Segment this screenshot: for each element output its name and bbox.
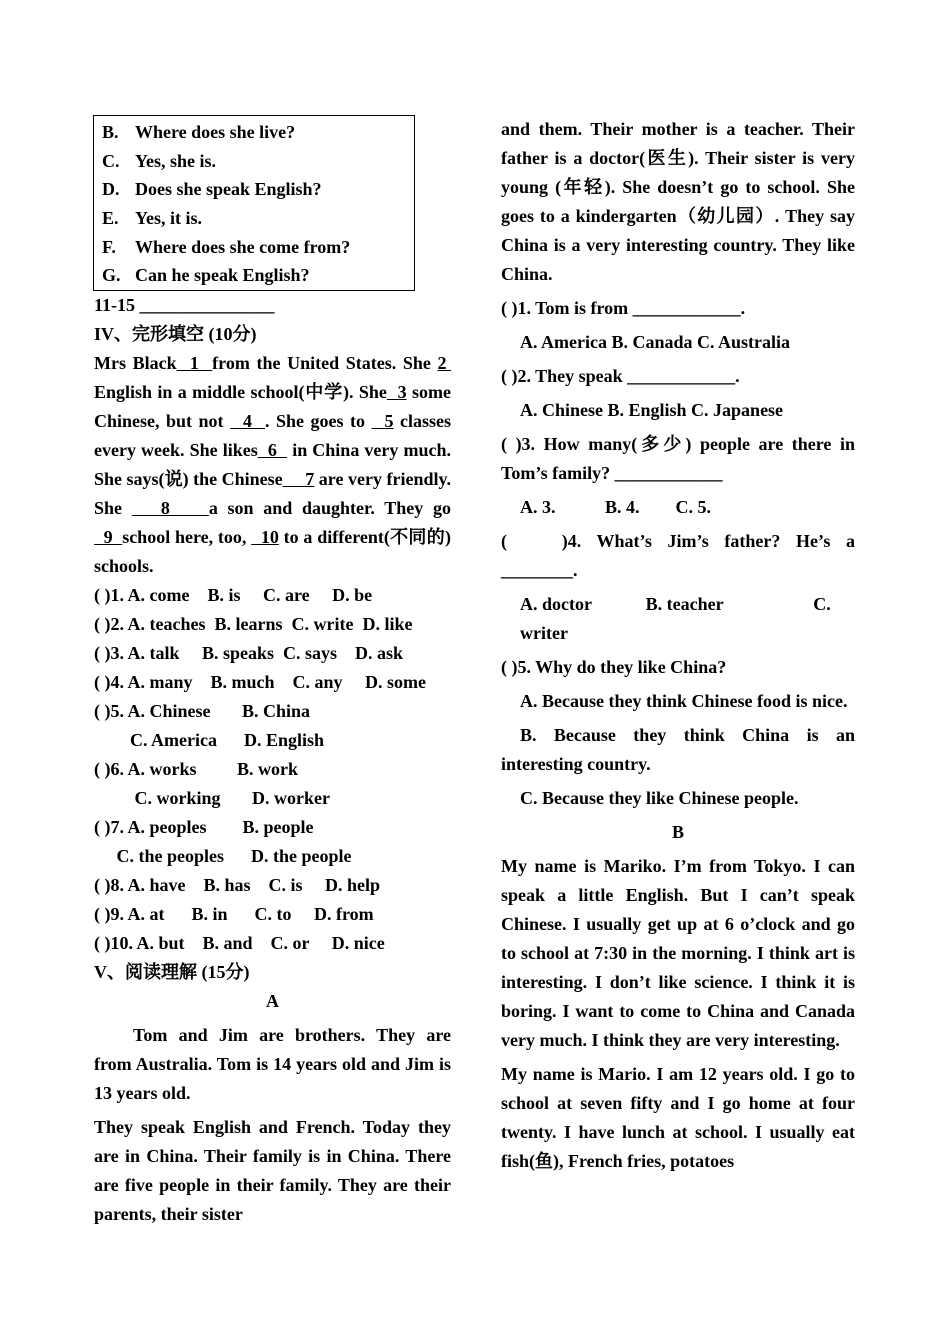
- passage-b-paragraph-2: My name is Mario. I am 12 years old. I go to school at seven fifty and I go home at four twenty. I have lunch at school. I usually eat fish(鱼), French fries, potatoes: [501, 1064, 855, 1171]
- cloze-question-line: ( )5. A. Chinese B. China: [94, 701, 311, 722]
- cloze-blank: 9: [94, 527, 123, 548]
- cloze-question-line: C. America D. English: [94, 730, 325, 751]
- cloze-text: a son and daughter. They go: [208, 498, 452, 519]
- cloze-blank: 4: [230, 411, 266, 432]
- cloze-text: to a different(不同的) schools.: [94, 527, 452, 577]
- cloze-questions: [94, 581, 451, 958]
- cloze-text: English in a middle school(中学). She: [94, 382, 387, 403]
- cloze-blank: 7: [282, 469, 315, 490]
- cloze-question-line: ( )10. A. but B. and C. or D. nice: [94, 933, 385, 954]
- cloze-question-line: ( )6. A. works B. work: [94, 759, 299, 780]
- option-b: B. Where does she live?: [102, 122, 296, 142]
- option-c: C. Yes, she is.: [102, 150, 217, 171]
- cloze-heading: IV、完形填空 (10分): [94, 324, 257, 345]
- cloze-text: some Chinese, but not: [94, 382, 451, 432]
- cloze-question-line: ( )1. A. come B. is C. are D. be: [94, 585, 373, 606]
- cloze-question-line: C. the peoples D. the people: [94, 846, 352, 867]
- question-a1: ( )1. Tom is from ____________.: [501, 298, 746, 318]
- cloze-blank: 1: [176, 353, 213, 374]
- question-a4: ( )4. What’s Jim’s father? He’s a ________.: [501, 531, 860, 580]
- cloze-question-line: ( )4. A. many B. much C. any D. some: [94, 672, 427, 693]
- cloze-text: in China very much. She says(说) the Chinese: [94, 440, 451, 490]
- right-column: [501, 115, 860, 1176]
- passage-a-paragraph-2: They speak English and French. Today they are in China. Their family is in China. There are five people in their family. They are their parents, their sister: [94, 1117, 451, 1225]
- passage-b-paragraph-1: My name is Mariko. I’m from Tokyo. I can speak a little English. But I can’t speak Chinese. I usually get up at 6 o’clock and go to school at 7:30 in the morning. I think art is interesting. I don’t like science. I think it is boring. I want to come to China and Canada very much. I think they are very interesting.: [501, 856, 855, 1050]
- question-a2-options: A. Chinese B. English C. Japanese: [520, 400, 784, 420]
- reading-heading: V、阅读理解 (15分): [94, 962, 250, 983]
- answer-line: 11-15 _______________: [94, 295, 275, 316]
- cloze-blank: 10: [251, 527, 279, 548]
- option-d: D. Does she speak English?: [102, 179, 322, 200]
- options-box: [93, 115, 415, 291]
- cloze-question-line: ( )2. A. teaches B. learns C. write D. like: [94, 614, 413, 635]
- question-a3-options: A. 3. B. 4. C. 5.: [520, 497, 712, 517]
- option-g: G. Can he speak English?: [102, 265, 310, 286]
- cloze-blank: 8: [131, 498, 209, 519]
- option-f: F. Where does she come from?: [102, 236, 351, 257]
- question-a5-option-b: B. Because they think China is an interesting country.: [501, 725, 855, 774]
- passage-a-paragraph-1: Tom and Jim are brothers. They are from Australia. Tom is 14 years old and Jim is 13 years old.: [94, 1025, 451, 1104]
- cloze-question-line: ( )3. A. talk B. speaks C. says D. ask: [94, 643, 404, 664]
- cloze-text: . She goes to: [265, 411, 372, 432]
- question-a1-options: A. America B. Canada C. Australia: [520, 332, 790, 352]
- question-a2: ( )2. They speak ____________.: [501, 366, 740, 386]
- cloze-blank: 6: [257, 440, 288, 461]
- left-column: [94, 115, 451, 1229]
- cloze-text: Mrs Black: [94, 353, 177, 374]
- question-a3: ( )3. How many(多少) people are there in Tom’s family? ____________: [501, 434, 855, 483]
- cloze-question-line: ( )9. A. at B. in C. to D. from: [94, 904, 374, 925]
- passage-a-paragraph-2-continued: and them. Their mother is a teacher. Their father is a doctor(医生). Their sister is very young (年轻). She doesn’t go to school. She goes to a kindergarten（幼儿园）. They say China is a very interesting country. They like China.: [501, 119, 855, 284]
- question-a5: ( )5. Why do they like China?: [501, 657, 727, 677]
- cloze-question-line: ( )7. A. peoples B. people: [94, 817, 314, 838]
- section-b-title: B: [671, 822, 684, 842]
- cloze-question-line: C. working D. worker: [94, 788, 330, 809]
- question-a5-option-c: C. Because they like Chinese people.: [520, 788, 799, 808]
- cloze-text: are very friendly. She: [94, 469, 451, 519]
- cloze-blank: 5: [371, 411, 394, 432]
- cloze-blank: 2: [437, 353, 451, 374]
- section-a-title: A: [266, 991, 279, 1012]
- cloze-text: from the United States. She: [212, 353, 438, 374]
- question-a4-options: A. doctor B. teacher C. writer: [520, 594, 836, 643]
- cloze-question-line: ( )8. A. have B. has C. is D. help: [94, 875, 381, 896]
- cloze-text: classes every week. She likes: [94, 411, 452, 461]
- question-a5-option-a: A. Because they think Chinese food is nice.: [520, 691, 848, 711]
- cloze-passage: [94, 349, 451, 581]
- cloze-blank: 3: [386, 382, 407, 403]
- option-e: E. Yes, it is.: [102, 208, 202, 229]
- cloze-text: school here, too,: [122, 527, 252, 548]
